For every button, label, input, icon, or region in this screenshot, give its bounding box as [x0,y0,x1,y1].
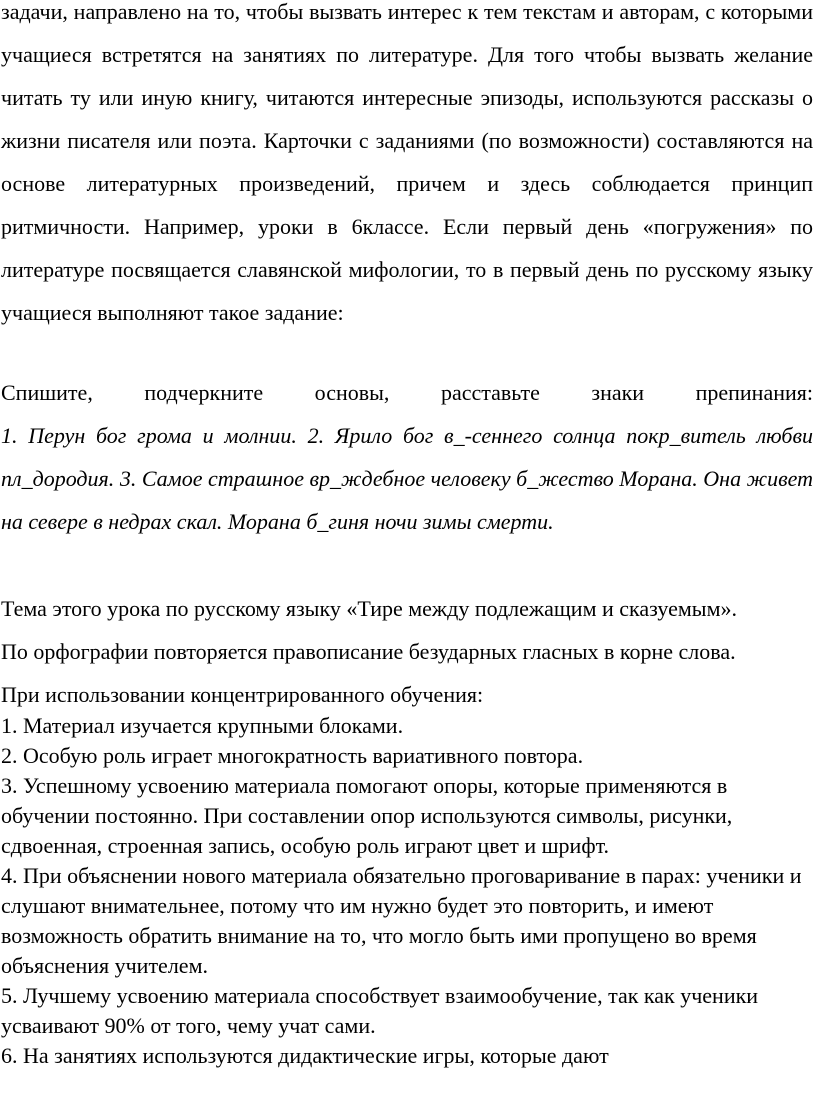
concentrated-learning-intro: При использовании концентрированного обучения: [1,682,484,707]
list-item: 1. Материал изучается крупными блоками. [1,713,404,738]
lesson-topic: Тема этого урока по русскому языку «Тире между подлежащим и сказуемым». [1,596,737,621]
task-text: 1. Перун бог грома и молнии. 2. Ярило бог в_-сеннего солнца покр_витель любви пл_дородия. 3. Самое страшное вр_ждебное человеку б_жество Морана. Она живет на севере в недрах скал. Морана б_гиня ночи зимы смерти. [1,423,813,534]
list-item: 6. На занятиях используются дидактические игры, которые дают [1,1043,609,1068]
list-item: 2. Особую роль играет многократность вариативного повтора. [1,743,584,768]
list-item: 4. При объяснении нового материала обязательно проговаривание в парах: ученики и слушают внимательнее, потому что им нужно будет это повторить, и имеют возможность обратить внимание на то, что могло быть ими пропущено во время объяснения учителем. [1,863,802,978]
orthography-note: По орфографии повторяется правописание безударных гласных в корне слова. [1,639,736,664]
task-instruction: Спишите, подчеркните основы, расставьте знаки препинания: [1,380,813,405]
list-item: 3. Успешному усвоению материала помогают опоры, которые применяются в обучении постоянно. При составлении опор используются символы, рисунки, сдвоенная, строенная запись, особую роль играют цвет и шрифт. [1,773,733,858]
principles-list [1,711,813,1071]
intro-paragraph: задачи, направлено на то, чтобы вызвать интерес к тем текстам и авторам, с которыми учащиеся встретятся на занятиях по литературе. Для того чтобы вызвать желание читать ту или иную книгу, читаются интересные эпизоды, используются рассказы о жизни писателя или поэта. Карточки с заданиями (по возможности) составляются на основе литературных произведений, причем и здесь соблюдается принцип ритмичности. Например, уроки в 6классе. Если первый день «погружения» по литературе посвящается славянской мифологии, то в первый день по русскому языку учащиеся выполняют такое задание: [1,0,813,325]
list-item: 5. Лучшему усвоению материала способствует взаимообучение, так как ученики усваивают 90% от того, чему учат сами. [1,983,759,1038]
